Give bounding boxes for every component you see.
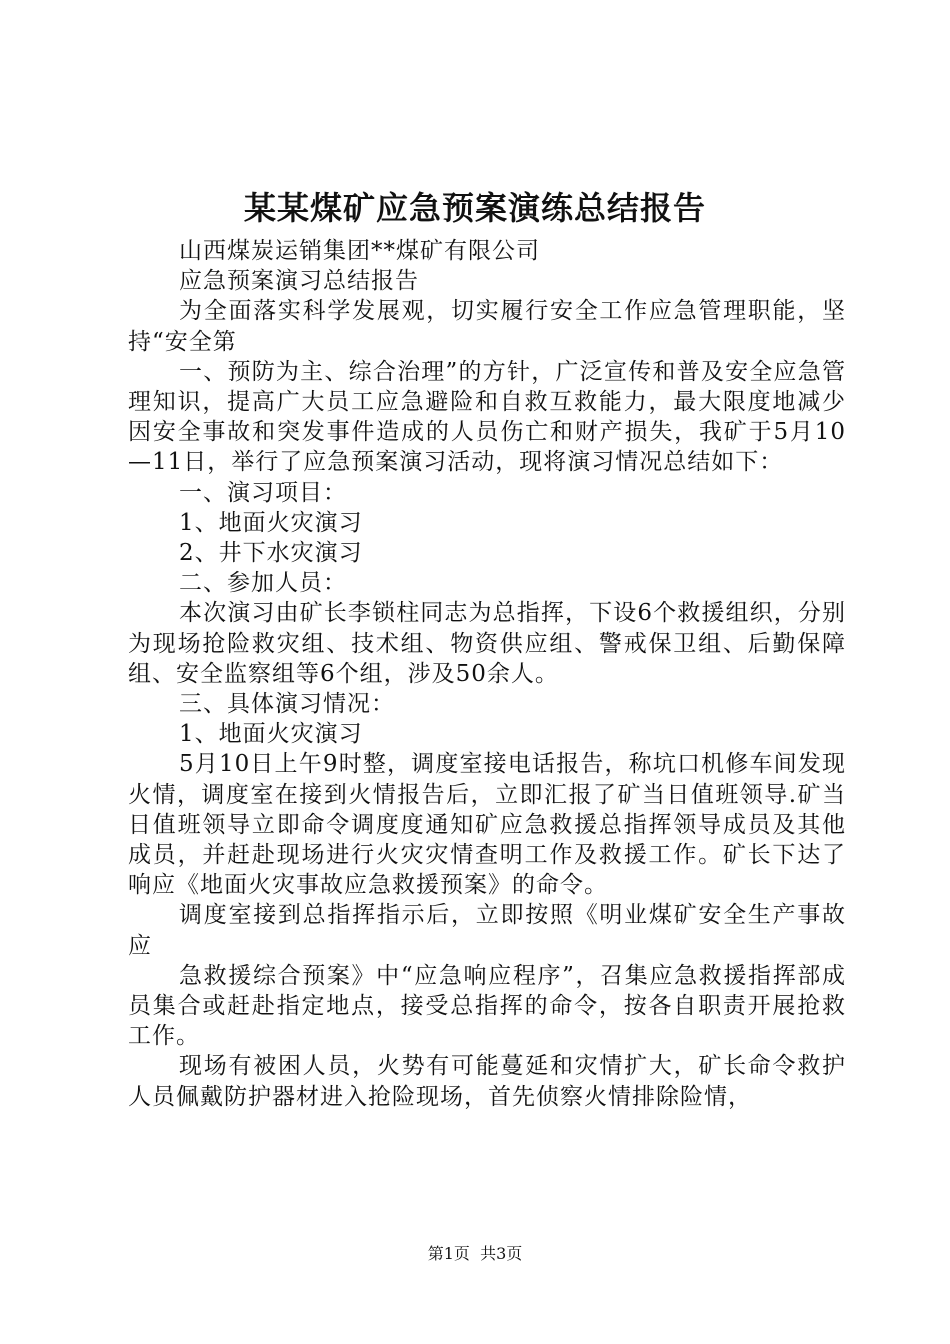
page-footer bbox=[0, 1242, 950, 1266]
page-total: 共3页 bbox=[480, 1244, 523, 1263]
paragraph: 现场有被困人员，火势有可能蔓延和灾情扩大，矿长命令救护人员佩戴防护器材进入抢险现场，首先侦察火情排除险情， bbox=[128, 1053, 846, 1110]
paragraph: 2、井下水灾演习 bbox=[179, 540, 363, 567]
paragraph: 调度室接到总指挥指示后，立即按照《明业煤矿安全生产事故应 bbox=[128, 902, 846, 959]
paragraph: 1、地面火灾演习 bbox=[179, 721, 363, 748]
document-title: 某某煤矿应急预案演练总结报告 bbox=[243, 189, 706, 227]
paragraph: 为全面落实科学发展观，切实履行安全工作应急管理职能，坚持“安全第 bbox=[128, 298, 846, 355]
paragraph: 应急预案演习总结报告 bbox=[179, 268, 419, 295]
page-number: 第1页 bbox=[427, 1244, 470, 1263]
paragraph: 二、参加人员： bbox=[179, 570, 347, 597]
paragraph: 一、预防为主、综合治理”的方针，广泛宣传和普及安全应急管理知识，提高广大员工应急避险和自救互救能力，最大限度地减少因安全事故和突发事件造成的人员伤亡和财产损失，我矿于5月10—11日，举行了应急预案演习活动，现将演习情况总结如下： bbox=[128, 358, 846, 476]
paragraph: 三、具体演习情况： bbox=[179, 691, 395, 718]
paragraph: 急救援综合预案》中“应急响应程序”，召集应急救援指挥部成员集合或赶赴指定地点，接受总指挥的命令，按各自职责开展抢救工作。 bbox=[128, 962, 846, 1050]
document-body bbox=[128, 236, 846, 1112]
paragraph: 1、地面火灾演习 bbox=[179, 509, 363, 536]
paragraph: 一、演习项目： bbox=[179, 479, 347, 506]
paragraph: 山西煤炭运销集团**煤矿有限公司 bbox=[179, 238, 540, 264]
paragraph: 5月10日上午9时整，调度室接电话报告，称坑口机修车间发现火情，调度室在接到火情报告后，立即汇报了矿当日值班领导.矿当日值班领导立即命令调度度通知矿应急救援总指挥领导成员及其他成员，并赶赴现场进行火灾灾情查明工作及救援工作。矿长下达了响应《地面火灾事故应急救援预案》的命令。 bbox=[128, 751, 846, 899]
paragraph: 本次演习由矿长李锁柱同志为总指挥，下设6个救援组织，分别为现场抢险救灾组、技术组、物资供应组、警戒保卫组、后勤保障组、安全监察组等6个组，涉及50余人。 bbox=[128, 600, 846, 687]
